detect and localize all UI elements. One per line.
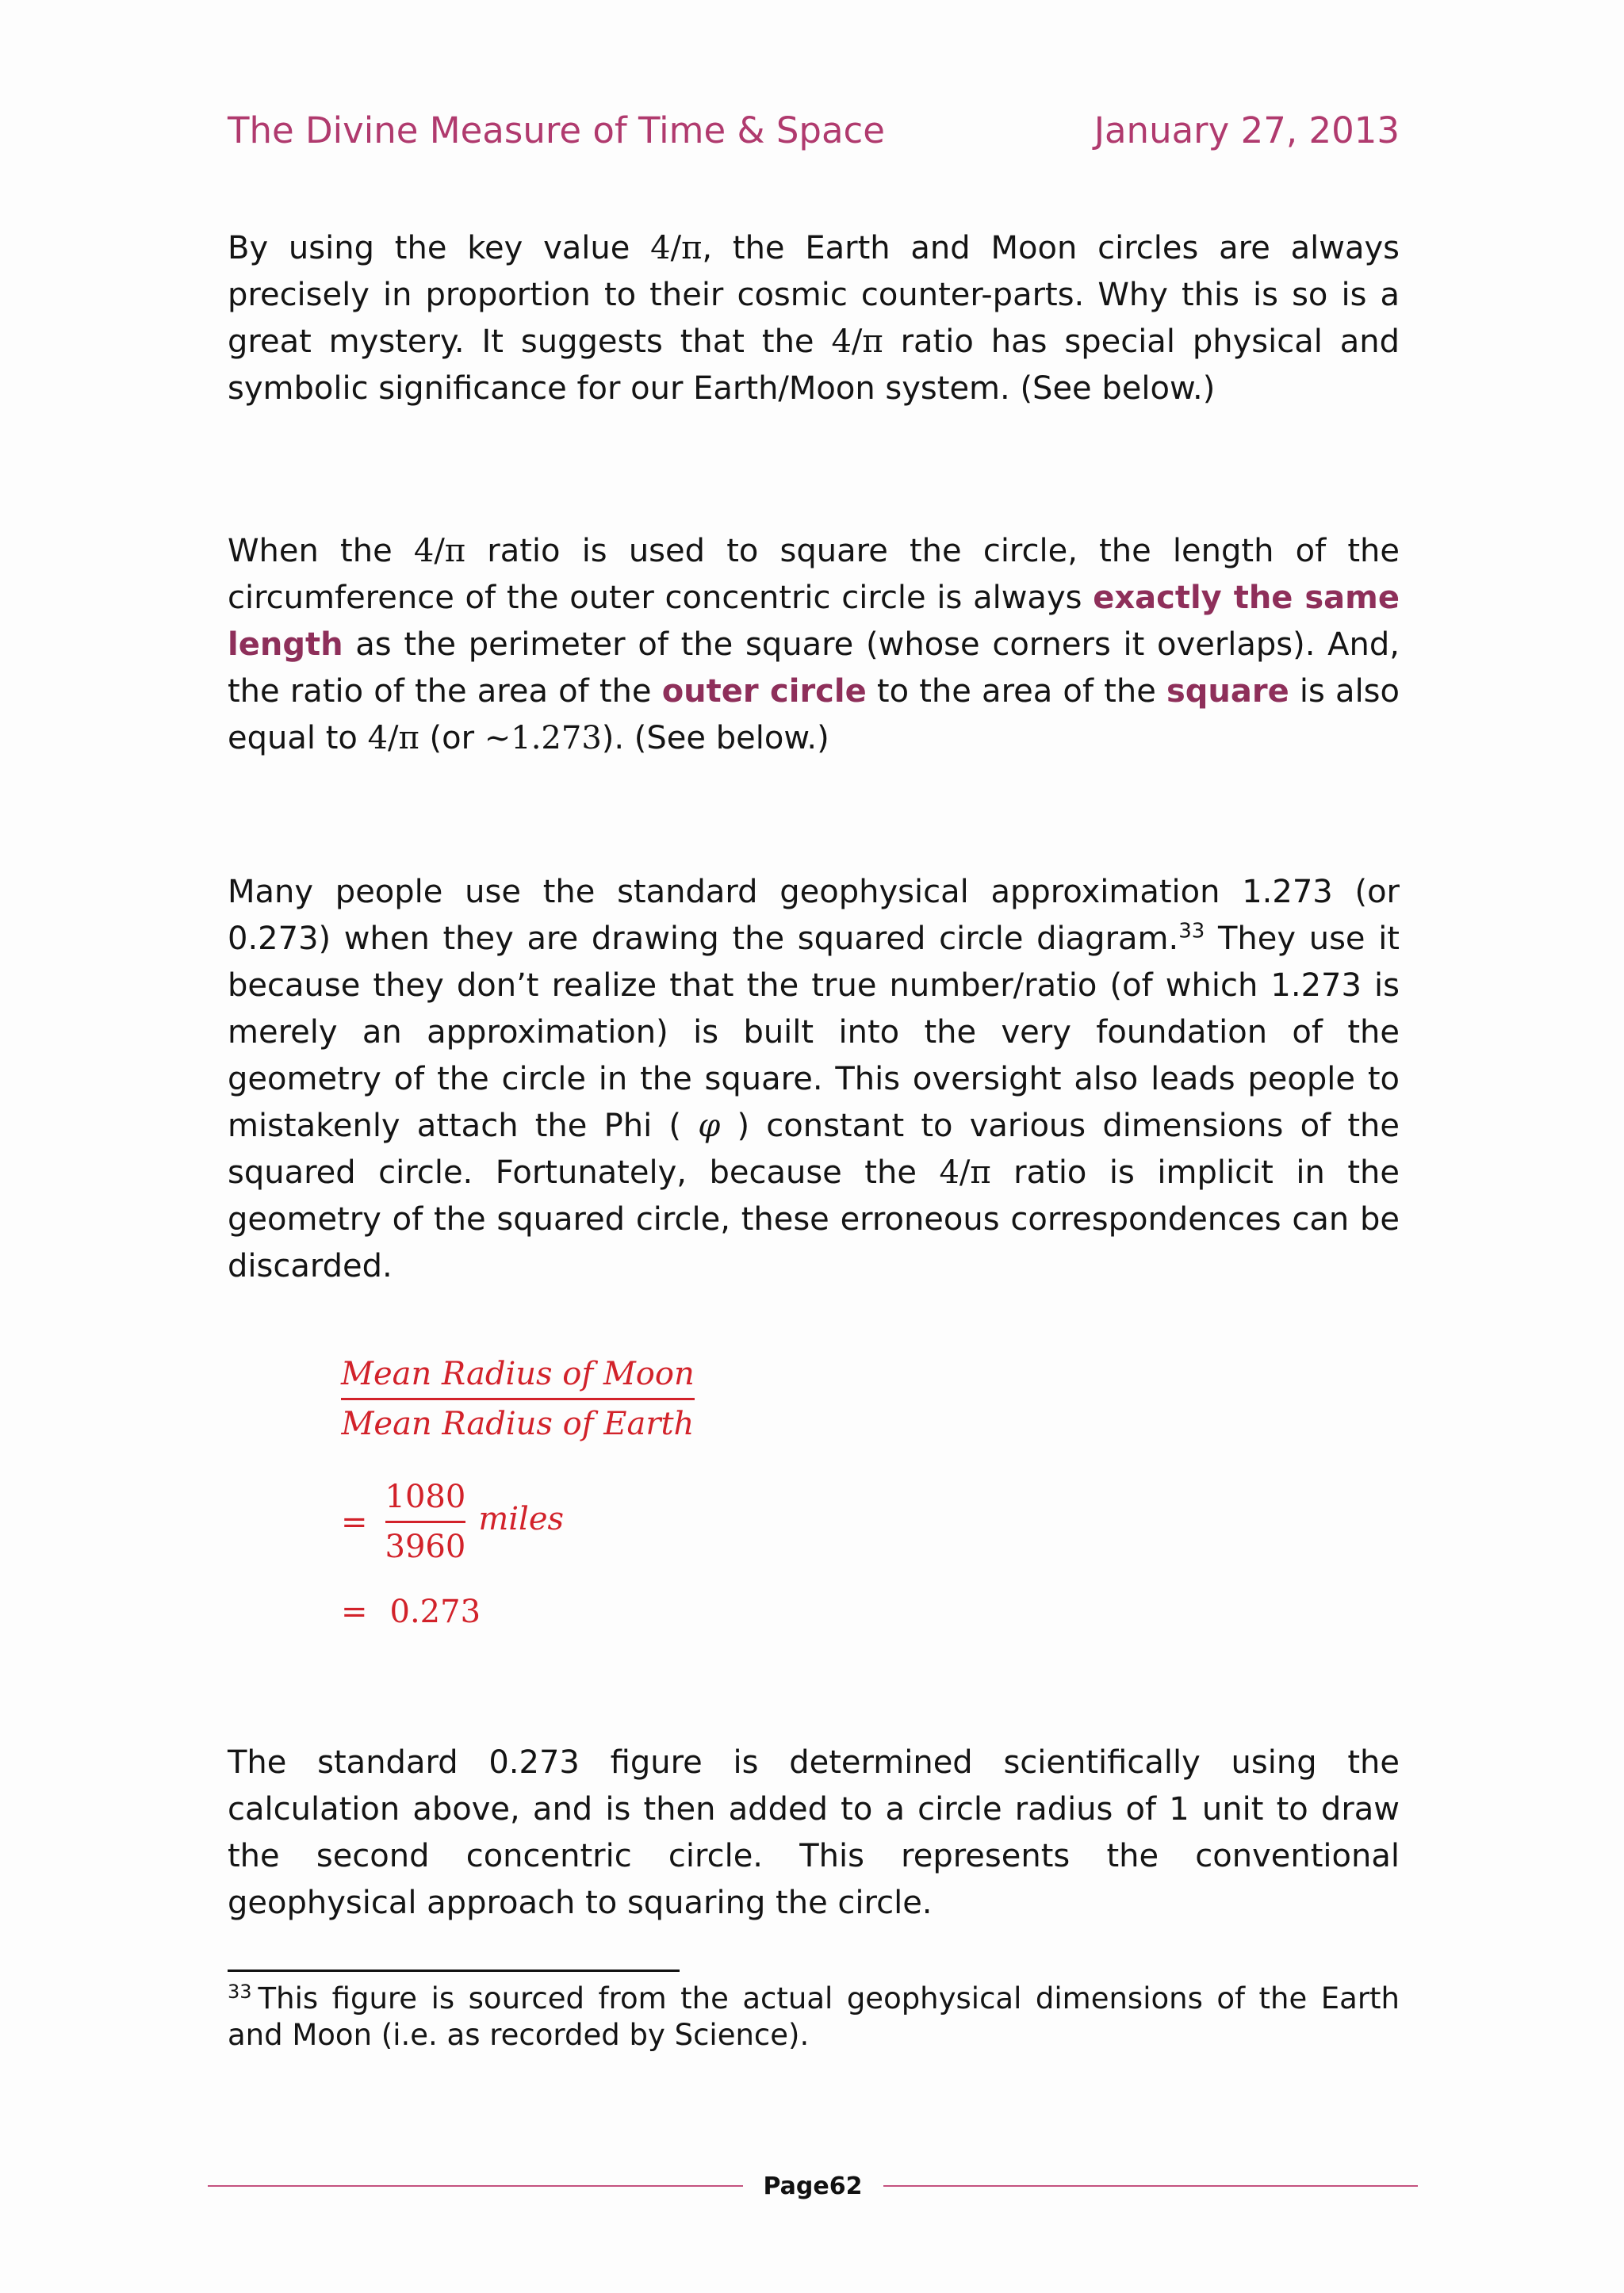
paragraph-4: The standard 0.273 figure is determined scientifically using the calculation above, and is then added to a circle radius of 1 unit to draw the second concentric circle. This represents the conventional geophysical approach to squaring the circle. [228,1744,1400,1921]
document-title: The Divine Measure of Time & Space [228,109,885,151]
math-4-over-pi: 4/π [413,533,466,569]
text-run: (or [419,720,485,756]
text-run: ratio has special physical and symbolic significance for our Earth/Moon system. (See below.) [228,323,1400,407]
document-date: January 27, 2013 [1094,109,1400,151]
math-phi: φ [698,1108,721,1144]
math-4-over-pi: 4/π [650,230,703,266]
result-value: 0.273 [389,1594,481,1630]
fraction-denominator: 3960 [385,1529,466,1565]
formula-ratio [341,1352,695,1446]
text-run: Many people use the standard geophysical approximation 1.273 (or 0.273) when they are drawing the squared circle diagram. [228,874,1400,957]
text-run: ) constant to various dimensions of the squared circle. Fortunately, because the [228,1108,1400,1191]
math-4-over-pi: 4/π [367,720,419,756]
footnote-number: 33 [228,1980,252,2003]
fraction-bar [341,1398,695,1400]
paragraph-3 [228,869,1400,1290]
footnote-reference[interactable]: 33 [1178,919,1205,944]
text-run: When the [228,533,414,569]
unit-label: miles [478,1500,565,1537]
text-run: They use it because they don’t realize that the true number/ratio (of which 1.273 is merely an approximation) is built into the very foundation of the geometry of the circle in the square. This oversight also leads people to mistakenly attach the Phi ( [228,921,1400,1144]
highlight-outer-circle: outer circle [661,673,867,710]
text-run: to the area of the [866,673,1166,710]
formula-miles [341,1475,564,1569]
text-run: ratio is implicit in the geometry of the squared circle, these erroneous correspondences can be discarded. [228,1154,1400,1284]
highlight-square: square [1166,673,1289,710]
page-header [228,109,1400,151]
text-run: ratio is used to square the circle, the length of the circumference of the outer concentric circle is always [228,533,1400,616]
fraction-miles [385,1475,466,1569]
footnote [228,1981,1400,2054]
equals-sign: = [341,1503,368,1541]
fraction-denominator: Mean Radius of Earth [341,1406,695,1442]
fraction-bar [385,1521,466,1523]
text-run: , the Earth and Moon circles are always precisely in proportion to their cosmic counter-parts. Why this is so is a great mystery. It suggests that the [228,230,1400,360]
paragraph-2 [228,528,1400,762]
fraction-numerator: Mean Radius of Moon [341,1356,695,1392]
footer-rule-left [208,2185,743,2187]
math-4-over-pi: 4/π [831,323,883,360]
text-run: as the perimeter of the square (whose corners it overlaps). And, the ratio of the area of the [228,626,1400,710]
text-run: By using the key value [228,230,651,266]
page-footer [208,2169,1418,2203]
footnote-separator [228,1970,680,1972]
formula-result [341,1594,481,1630]
footnote-text: This figure is sourced from the actual geophysical dimensions of the Earth and Moon (i.e. as recorded by Science). [228,1981,1400,2052]
footer-rule-right [883,2185,1419,2187]
highlight-exactly-same-length: exactly the same length [228,580,1400,663]
paragraph-1 [228,225,1400,412]
math-4-over-pi: 4/π [939,1154,991,1191]
fraction-moon-over-earth [341,1352,695,1446]
text-run: ). (See below.) [601,720,829,756]
text-run: is also equal to [228,673,1400,756]
equals-sign: = [341,1594,368,1630]
fraction-numerator: 1080 [385,1479,466,1515]
math-approx-value: ~1.273 [484,720,602,756]
page-number: Page62 [763,2172,863,2200]
